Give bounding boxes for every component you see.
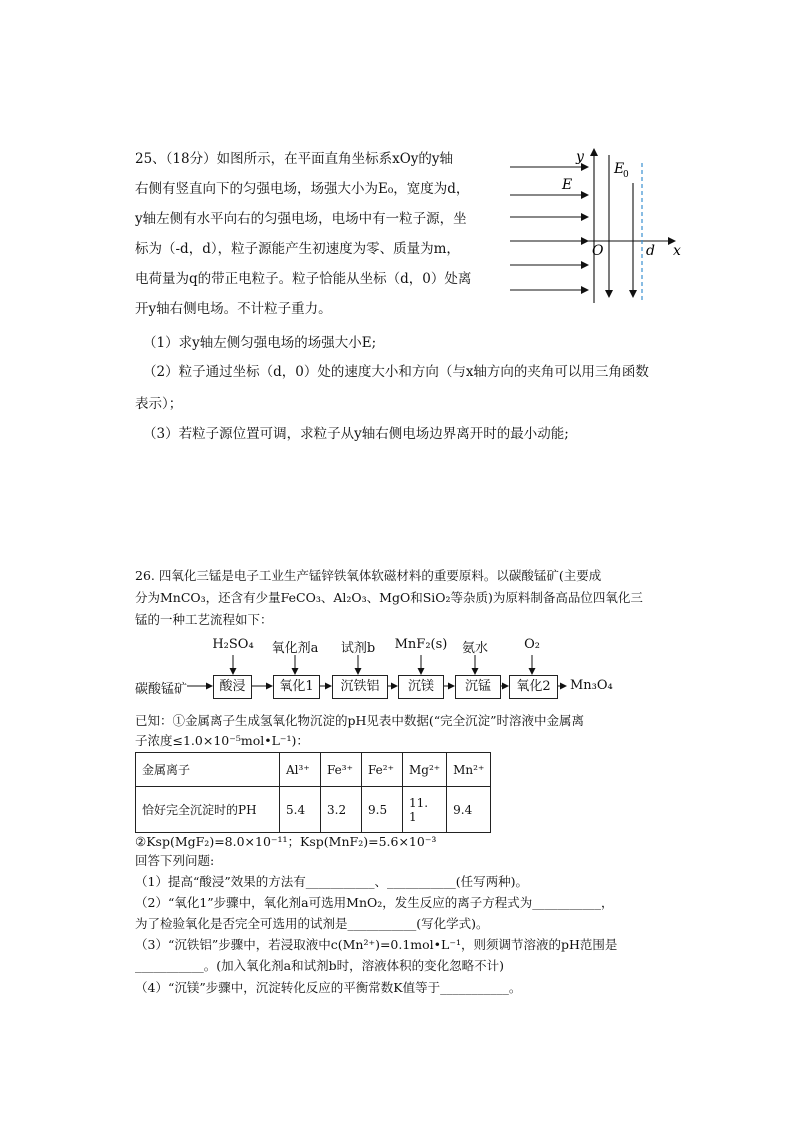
q25-sub2-line1: （2）粒子通过坐标（d，0）处的速度大小和方向（与x轴方向的夹角可以用三角函数 [143, 364, 649, 380]
step-acid-leach: 酸浸 [213, 675, 252, 699]
table-header-cell: Al³⁺ [280, 753, 321, 787]
field-diagram [505, 145, 695, 305]
table-row [136, 787, 491, 833]
q26-sub4: （4）“沉镁”步骤中，沉淀转化反应的平衡常数K值等于___________。 [135, 980, 522, 995]
d-label: d [646, 243, 655, 259]
table-header-cell: Mn²⁺ [447, 753, 491, 787]
q25-sub2-line2: 表示）； [135, 396, 183, 412]
step-precipitate-mn: 沉锰 [455, 675, 501, 699]
flow-start-material: 碳酸锰矿 [135, 682, 188, 697]
known-info-ksp: ②Ksp(MgF₂)=8.0×10⁻¹¹；Ksp(MnF₂)=5.6×10⁻³ [135, 834, 437, 849]
precipitation-ph-table [135, 752, 491, 833]
x-axis-label: x [673, 243, 681, 259]
step-remove-fe-al: 沉铁铝 [332, 675, 388, 699]
q25-line-2: 右侧有竖直向下的匀强电场，场强大小为E₀，宽度为d， [135, 181, 470, 197]
flow-product: Mn₃O₄ [570, 678, 613, 693]
step-oxidation-2: 氧化2 [509, 675, 558, 699]
q25-line-4: 标为（-d，d），粒子源能产生初速度为零、质量为m， [135, 241, 460, 257]
known-info-line-2: 子浓度≤1.0×10⁻⁵mol•L⁻¹)： [135, 733, 309, 748]
field-E0-label: E [614, 161, 625, 177]
origin-label: O [592, 243, 604, 259]
table-cell: 9.4 [447, 787, 491, 833]
q26-intro-line-3: 锰的一种工艺流程如下： [135, 612, 273, 627]
q25-line-3: y轴左侧有水平向右的匀强电场，电场中有一粒子源，坐 [135, 211, 467, 227]
left-field-arrows [510, 167, 588, 290]
reagent-o2: O₂ [524, 637, 540, 652]
q26-sub2-line1: （2）“氧化1”步骤中，氧化剂a可选用MnO₂，发生反应的离子方程式为___________， [135, 895, 614, 910]
table-header-cell: Fe²⁺ [362, 753, 403, 787]
table-cell: 5.4 [280, 787, 321, 833]
q25-line-5: 电荷量为q的带正电粒子。粒子恰能从坐标（d，0）处离 [135, 271, 472, 287]
y-axis-label: y [576, 149, 584, 165]
q26-sub2-line2: 为了检验氧化是否完全可选用的试剂是___________(写化学式)。 [135, 916, 489, 931]
reagent-h2so4: H₂SO₄ [212, 637, 254, 652]
step-remove-mg: 沉镁 [398, 675, 444, 699]
reagent-oxidant-a: 氧化剂a [271, 641, 319, 656]
reagent-mnf2: MnF₂(s) [394, 637, 448, 652]
table-row-label: 恰好完全沉淀时的PH [136, 787, 280, 833]
table-header-row [136, 753, 491, 787]
q25-sub3: （3）若粒子源位置可调，求粒子从y轴右侧电场边界离开时的最小动能; [143, 426, 569, 442]
q25-line-6: 开y轴右侧电场。不计粒子重力。 [135, 301, 332, 317]
field-E-label: E [562, 177, 573, 193]
field-E0-subscript: 0 [623, 170, 629, 180]
table-header-cell: Fe³⁺ [321, 753, 362, 787]
q26-intro-line-1: 26. 四氧化三锰是电子工业生产锰锌铁氧体软磁材料的重要原料。以碳酸锰矿(主要成 [135, 568, 602, 583]
table-header-cell: 金属离子 [136, 753, 280, 787]
q25-sub1: （1）求y轴左侧匀强电场的场强大小E; [143, 335, 377, 351]
q25-line-1: 25、（18分）如图所示，在平面直角坐标系xOy的y轴 [135, 151, 454, 167]
q26-sub1: （1）提高“酸浸”效果的方法有___________、___________(任写两种)。 [135, 874, 528, 889]
known-info-line-1: 已知：①金属离子生成氢氧化物沉淀的pH见表中数据(“完全沉淀”时溶液中金属离 [135, 713, 585, 728]
table-header-cell: Mg²⁺ [403, 753, 447, 787]
reagent-b: 试剂b [340, 641, 376, 656]
table-cell: 11. 1 [403, 787, 447, 833]
step-oxidation-1: 氧化1 [273, 675, 320, 699]
q26-sub3-line1: （3）“沉铁铝”步骤中，若浸取液中c(Mn²⁺)=0.1mol•L⁻¹，则须调节溶液的pH范围是 [135, 937, 618, 952]
table-cell: 3.2 [321, 787, 362, 833]
answer-prompt: 回答下列问题: [135, 853, 215, 868]
q26-sub3-line2: ___________。(加入氧化剂a和试剂b时，溶液体积的变化忽略不计) [135, 958, 504, 973]
reagent-ammonia: 氨水 [461, 641, 488, 656]
q26-intro-line-2: 分为MnCO₃，还含有少量FeCO₃、Al₂O₃、MgO和SiO₂等杂质)为原料制备高品位四氧化三 [135, 590, 643, 605]
table-cell: 9.5 [362, 787, 403, 833]
